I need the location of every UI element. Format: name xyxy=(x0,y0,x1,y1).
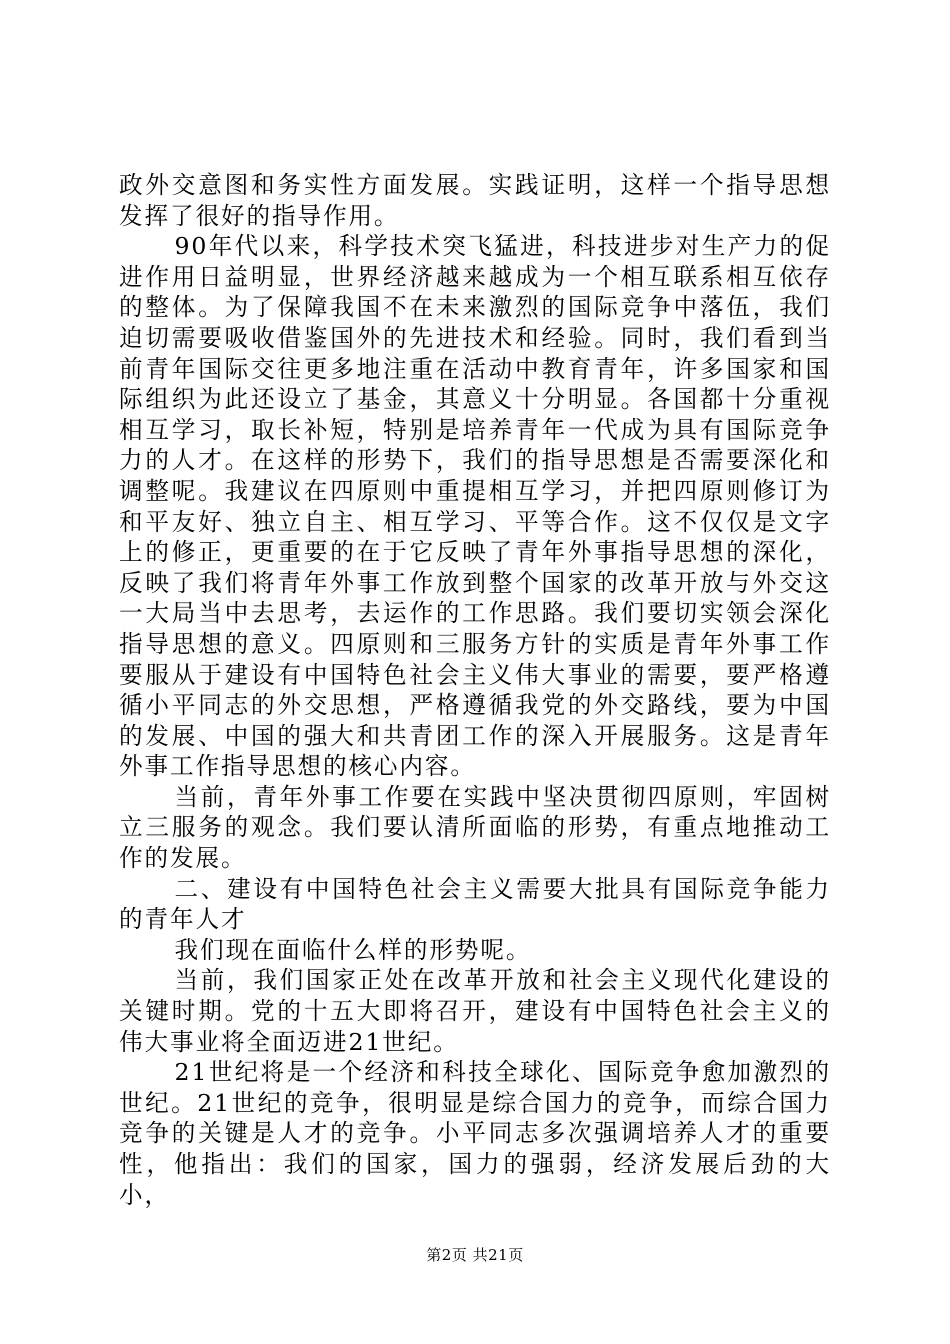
document-body xyxy=(119,170,831,1210)
paragraph-current-work: 当前，青年外事工作要在实践中坚决贯彻四原则，牢固树立三服务的观念。我们要认清所面临的形势，有重点地推动工作的发展。 xyxy=(119,782,831,873)
paragraph-key-period: 当前，我们国家正处在改革开放和社会主义现代化建设的关键时期。党的十五大即将召开，建设有中国特色社会主义的伟大事业将全面迈进21世纪。 xyxy=(119,966,831,1056)
paragraph-21st-century: 21世纪将是一个经济和科技全球化、国际竞争愈加激烈的世纪。21世纪的竞争，很明显是综合国力的竞争，而综合国力竞争的关键是人才的竞争。小平同志多次强调培养人才的重要性，他指出：我们的国家，国力的强弱，经济发展后劲的大小， xyxy=(119,1058,831,1209)
paragraph-tech-progress: 90年代以来，科学技术突飞猛进，科技进步对生产力的促进作用日益明显，世界经济越来越成为一个相互联系相互依存的整体。为了保障我国不在未来激烈的国际竞争中落伍，我们迫切需要吸收借鉴国外的先进技术和经验。同时，我们看到当前青年国际交往更多地注重在活动中教育青年，许多国家和国际组织为此还设立了基金，其意义十分明显。各国都十分重视相互学习，取长补短，特别是培养青年一代成为具有国际竞争力的人才。在这样的形势下，我们的指导思想是否需要深化和调整呢。我建议在四原则中重提相互学习，并把四原则修订为和平友好、独立自主、相互学习、平等合作。这不仅仅是文字上的修正，更重要的在于它反映了青年外事指导思想的深化，反映了我们将青年外事工作放到整个国家的改革开放与外交这一大局当中去思考，去运作的工作思路。我们要切实领会深化指导思想的意义。四原则和三服务方针的实质是青年外事工作要服从于建设有中国特色社会主义伟大事业的需要，要严格遵循小平同志的外交思想，严格遵循我党的外交路线，要为中国的发展、中国的强大和共青团工作的深入开展服务。这是青年外事工作指导思想的核心内容。 xyxy=(119,232,831,781)
page-number-footer: 第2页 共21页 xyxy=(426,1246,524,1264)
paragraph-continuation: 政外交意图和务实性方面发展。实践证明，这样一个指导思想发挥了很好的指导作用。 xyxy=(119,171,831,230)
paragraph-question: 我们现在面临什么样的形势呢。 xyxy=(174,935,532,964)
section-heading-two: 二、建设有中国特色社会主义需要大批具有国际竞争能力的青年人才 xyxy=(119,874,831,934)
